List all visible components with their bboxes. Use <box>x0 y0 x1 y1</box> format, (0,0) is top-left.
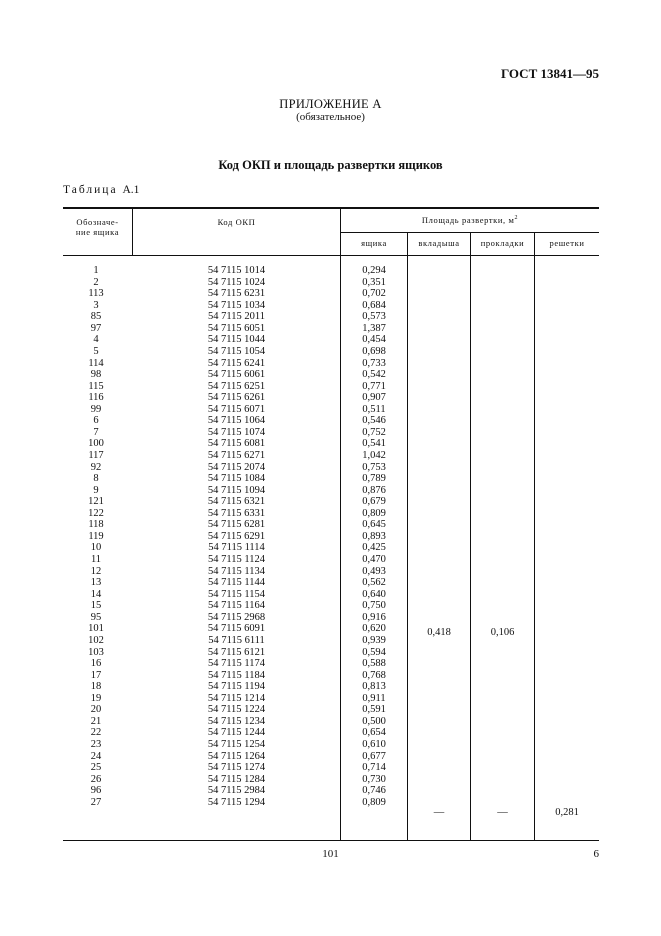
row-okp-code: 54 7115 6091 <box>207 623 266 635</box>
row-designation: 122 <box>88 507 104 519</box>
row-designation: 95 <box>90 611 102 623</box>
col-divider-5 <box>534 232 535 840</box>
row-designation: 6 <box>93 415 99 427</box>
table-heading: Код ОКП и площадь развертки ящиков <box>218 158 443 172</box>
row-okp-code: 54 7115 6061 <box>207 369 266 380</box>
row-okp-code: 54 7115 6261 <box>207 392 266 404</box>
row-okp-code: 54 7115 1094 <box>207 484 266 496</box>
header-box: ящика <box>361 238 387 248</box>
row-okp-code: 54 7115 1274 <box>207 762 266 774</box>
row-designation: 23 <box>90 739 102 750</box>
header-area-group <box>341 213 599 225</box>
row-box-area: 0,684 <box>362 299 386 311</box>
row-okp-code: 54 7115 1114 <box>208 542 265 554</box>
row-designation: 113 <box>88 288 104 300</box>
gasket-dash: — <box>497 807 508 818</box>
row-designation: 13 <box>90 577 102 589</box>
header-area-unit-sup: 2 <box>514 215 519 221</box>
row-designation: 11 <box>90 554 102 565</box>
row-box-area: 0,813 <box>362 681 386 693</box>
row-okp-code: 54 7115 1234 <box>207 715 266 727</box>
row-box-area: 0,541 <box>362 438 386 450</box>
row-box-area: 0,542 <box>362 369 386 380</box>
row-box-area: 0,511 <box>362 403 386 415</box>
row-okp-code: 54 7115 1254 <box>207 739 266 750</box>
row-okp-code: 54 7115 6241 <box>207 357 266 369</box>
row-box-area: 0,610 <box>362 739 386 750</box>
row-box-area: 0,454 <box>362 334 386 346</box>
row-okp-code: 54 7115 6321 <box>207 496 266 508</box>
row-designation: 22 <box>90 727 102 739</box>
row-okp-code: 54 7115 6271 <box>207 450 266 461</box>
row-okp-code: 54 7115 6071 <box>207 403 266 415</box>
row-box-area: 0,620 <box>362 623 386 635</box>
row-designation: 99 <box>90 403 102 415</box>
row-box-area: 0,594 <box>362 646 386 658</box>
row-okp-code: 54 7115 6331 <box>207 507 266 519</box>
row-okp-code: 54 7115 6111 <box>208 634 265 646</box>
row-okp-code: 54 7115 6121 <box>207 646 266 658</box>
row-okp-code: 54 7115 6231 <box>207 288 266 300</box>
row-okp-code: 54 7115 1124 <box>208 554 265 565</box>
row-designation: 24 <box>90 750 102 762</box>
row-box-area: 0,733 <box>362 357 386 369</box>
row-okp-code: 54 7115 1184 <box>208 669 265 681</box>
row-box-area: 0,771 <box>362 380 386 392</box>
row-box-area: 0,809 <box>362 507 386 519</box>
col-divider-3 <box>407 232 408 840</box>
header-designation: Обозначе- ние ящика <box>75 217 120 237</box>
row-okp-code: 54 7115 1284 <box>207 773 266 785</box>
row-box-area: 0,702 <box>362 288 386 300</box>
row-designation: 7 <box>93 426 99 438</box>
row-designation: 121 <box>88 496 104 508</box>
header-gasket: прокладки <box>480 238 525 248</box>
row-designation: 5 <box>93 345 99 357</box>
row-box-area: 0,746 <box>362 785 386 797</box>
row-box-area: 0,916 <box>362 611 386 623</box>
row-okp-code: 54 7115 1214 <box>207 692 266 704</box>
row-box-area: 0,750 <box>362 600 386 612</box>
row-box-area: 0,893 <box>362 530 386 542</box>
row-box-area: 0,679 <box>362 496 386 508</box>
table-label <box>63 184 139 196</box>
row-okp-code: 54 7115 1224 <box>207 704 266 716</box>
row-box-area: 0,768 <box>362 669 386 681</box>
row-designation: 26 <box>90 773 102 785</box>
row-okp-code: 54 7115 1034 <box>207 299 266 311</box>
row-box-area: 0,939 <box>362 634 386 646</box>
row-box-area: 0,562 <box>362 577 386 589</box>
row-designation: 8 <box>93 473 99 485</box>
row-designation: 2 <box>93 276 99 288</box>
row-box-area: 0,752 <box>362 426 386 438</box>
row-box-area: 0,425 <box>362 542 386 554</box>
row-okp-code: 54 7115 1044 <box>207 334 266 346</box>
row-box-area: 0,500 <box>362 715 386 727</box>
row-box-area: 0,907 <box>362 392 386 404</box>
row-okp-code: 54 7115 1264 <box>207 750 266 762</box>
col-divider-4 <box>470 232 471 840</box>
appendix-subtitle: (обязательное) <box>296 111 365 123</box>
row-box-area: 0,698 <box>362 345 386 357</box>
row-okp-code: 54 7115 1164 <box>208 600 265 612</box>
insert-dash: — <box>433 807 445 818</box>
row-designation: 25 <box>90 762 102 774</box>
header-grid: решетки <box>549 238 585 248</box>
row-okp-code: 54 7115 6251 <box>207 380 266 392</box>
row-okp-code: 54 7115 6281 <box>207 519 266 531</box>
row-okp-code: 54 7115 6291 <box>207 530 266 542</box>
table-number: А.1 <box>122 184 140 196</box>
row-box-area: 0,640 <box>362 588 386 600</box>
row-box-area: 0,753 <box>362 461 386 473</box>
gasket-merged-value: 0,106 <box>490 627 515 638</box>
row-box-area: 0,546 <box>362 415 386 427</box>
row-designation: 103 <box>88 646 104 658</box>
row-box-area: 0,573 <box>362 311 386 323</box>
row-okp-code: 54 7115 1064 <box>207 415 266 427</box>
table-bottom-rule <box>63 840 599 841</box>
row-designation: 16 <box>90 658 102 669</box>
row-okp-code: 54 7115 1014 <box>207 265 266 276</box>
row-okp-code: 54 7115 1154 <box>208 588 265 600</box>
row-designation: 15 <box>90 600 102 612</box>
row-designation: 100 <box>88 438 104 450</box>
header-insert: вкладыша <box>418 238 460 248</box>
row-designation: 20 <box>90 704 102 716</box>
row-box-area: 0,911 <box>362 692 386 704</box>
row-okp-code: 54 7115 1294 <box>207 796 266 808</box>
row-designation: 92 <box>90 461 102 473</box>
row-designation: 3 <box>93 299 99 311</box>
row-okp-code: 54 7115 1024 <box>207 276 266 288</box>
row-designation: 4 <box>93 334 99 346</box>
row-okp-code: 54 7115 1084 <box>207 473 266 485</box>
row-okp-code: 54 7115 6051 <box>207 322 266 334</box>
row-box-area: 1,387 <box>362 322 386 334</box>
sheet-number: 6 <box>593 848 599 860</box>
row-designation: 102 <box>88 634 104 646</box>
row-designation: 9 <box>93 484 99 496</box>
row-designation: 115 <box>88 380 104 392</box>
row-box-area: 0,876 <box>362 484 386 496</box>
row-box-area: 0,654 <box>362 727 386 739</box>
row-box-area: 0,591 <box>362 704 386 716</box>
row-designation: 117 <box>88 450 104 461</box>
row-box-area: 0,677 <box>362 750 386 762</box>
row-designation: 116 <box>88 392 104 404</box>
row-designation: 19 <box>90 692 102 704</box>
row-designation: 18 <box>90 681 102 693</box>
row-box-area: 0,645 <box>362 519 386 531</box>
row-okp-code: 54 7115 6081 <box>207 438 266 450</box>
row-box-area: 0,588 <box>362 658 386 669</box>
row-designation: 114 <box>88 357 104 369</box>
row-designation: 17 <box>90 669 102 681</box>
grid-value: 0,281 <box>555 807 579 818</box>
row-okp-code: 54 7115 1074 <box>207 426 266 438</box>
document-code: ГОСТ 13841—95 <box>500 66 599 81</box>
row-box-area: 0,714 <box>362 762 386 774</box>
row-box-area: 1,042 <box>362 450 386 461</box>
row-designation: 118 <box>88 519 104 531</box>
row-designation: 96 <box>90 785 102 797</box>
row-okp-code: 54 7115 2984 <box>207 785 266 797</box>
appendix-title: ПРИЛОЖЕНИЕ А <box>279 97 382 111</box>
row-designation: 119 <box>88 530 104 542</box>
table-label-word: Таблица <box>63 184 118 196</box>
col-divider-1-header <box>132 208 133 255</box>
row-okp-code: 54 7115 1144 <box>208 577 265 589</box>
insert-merged-value: 0,418 <box>427 627 451 638</box>
row-box-area: 0,294 <box>362 265 386 276</box>
row-designation: 101 <box>88 623 104 635</box>
row-designation: 98 <box>90 369 102 380</box>
row-okp-code: 54 7115 2074 <box>207 461 266 473</box>
row-okp-code: 54 7115 2968 <box>207 611 266 623</box>
row-okp-code: 54 7115 2011 <box>208 311 265 323</box>
page-number: 101 <box>322 848 339 860</box>
header-bottom-rule <box>63 255 599 256</box>
table-top-rule <box>63 207 599 209</box>
row-designation: 10 <box>90 542 102 554</box>
row-okp-code: 54 7115 1054 <box>207 345 266 357</box>
row-designation: 1 <box>93 265 99 276</box>
header-area-label: Площадь развертки, м <box>421 214 515 225</box>
row-designation: 21 <box>90 715 102 727</box>
row-box-area: 0,730 <box>362 773 386 785</box>
row-designation: 85 <box>90 311 102 323</box>
row-designation: 97 <box>90 322 102 334</box>
row-okp-code: 54 7115 1174 <box>208 658 265 669</box>
row-designation: 27 <box>90 796 102 808</box>
row-box-area: 0,470 <box>362 554 386 565</box>
header-okp-code: Код ОКП <box>217 217 256 227</box>
row-box-area: 0,789 <box>362 473 386 485</box>
row-box-area: 0,493 <box>362 565 386 577</box>
row-okp-code: 54 7115 1244 <box>207 727 266 739</box>
row-designation: 14 <box>90 588 102 600</box>
row-designation: 12 <box>90 565 102 577</box>
row-okp-code: 54 7115 1194 <box>208 681 265 693</box>
row-okp-code: 54 7115 1134 <box>208 565 265 577</box>
row-box-area: 0,351 <box>362 276 386 288</box>
row-box-area: 0,809 <box>362 796 386 808</box>
